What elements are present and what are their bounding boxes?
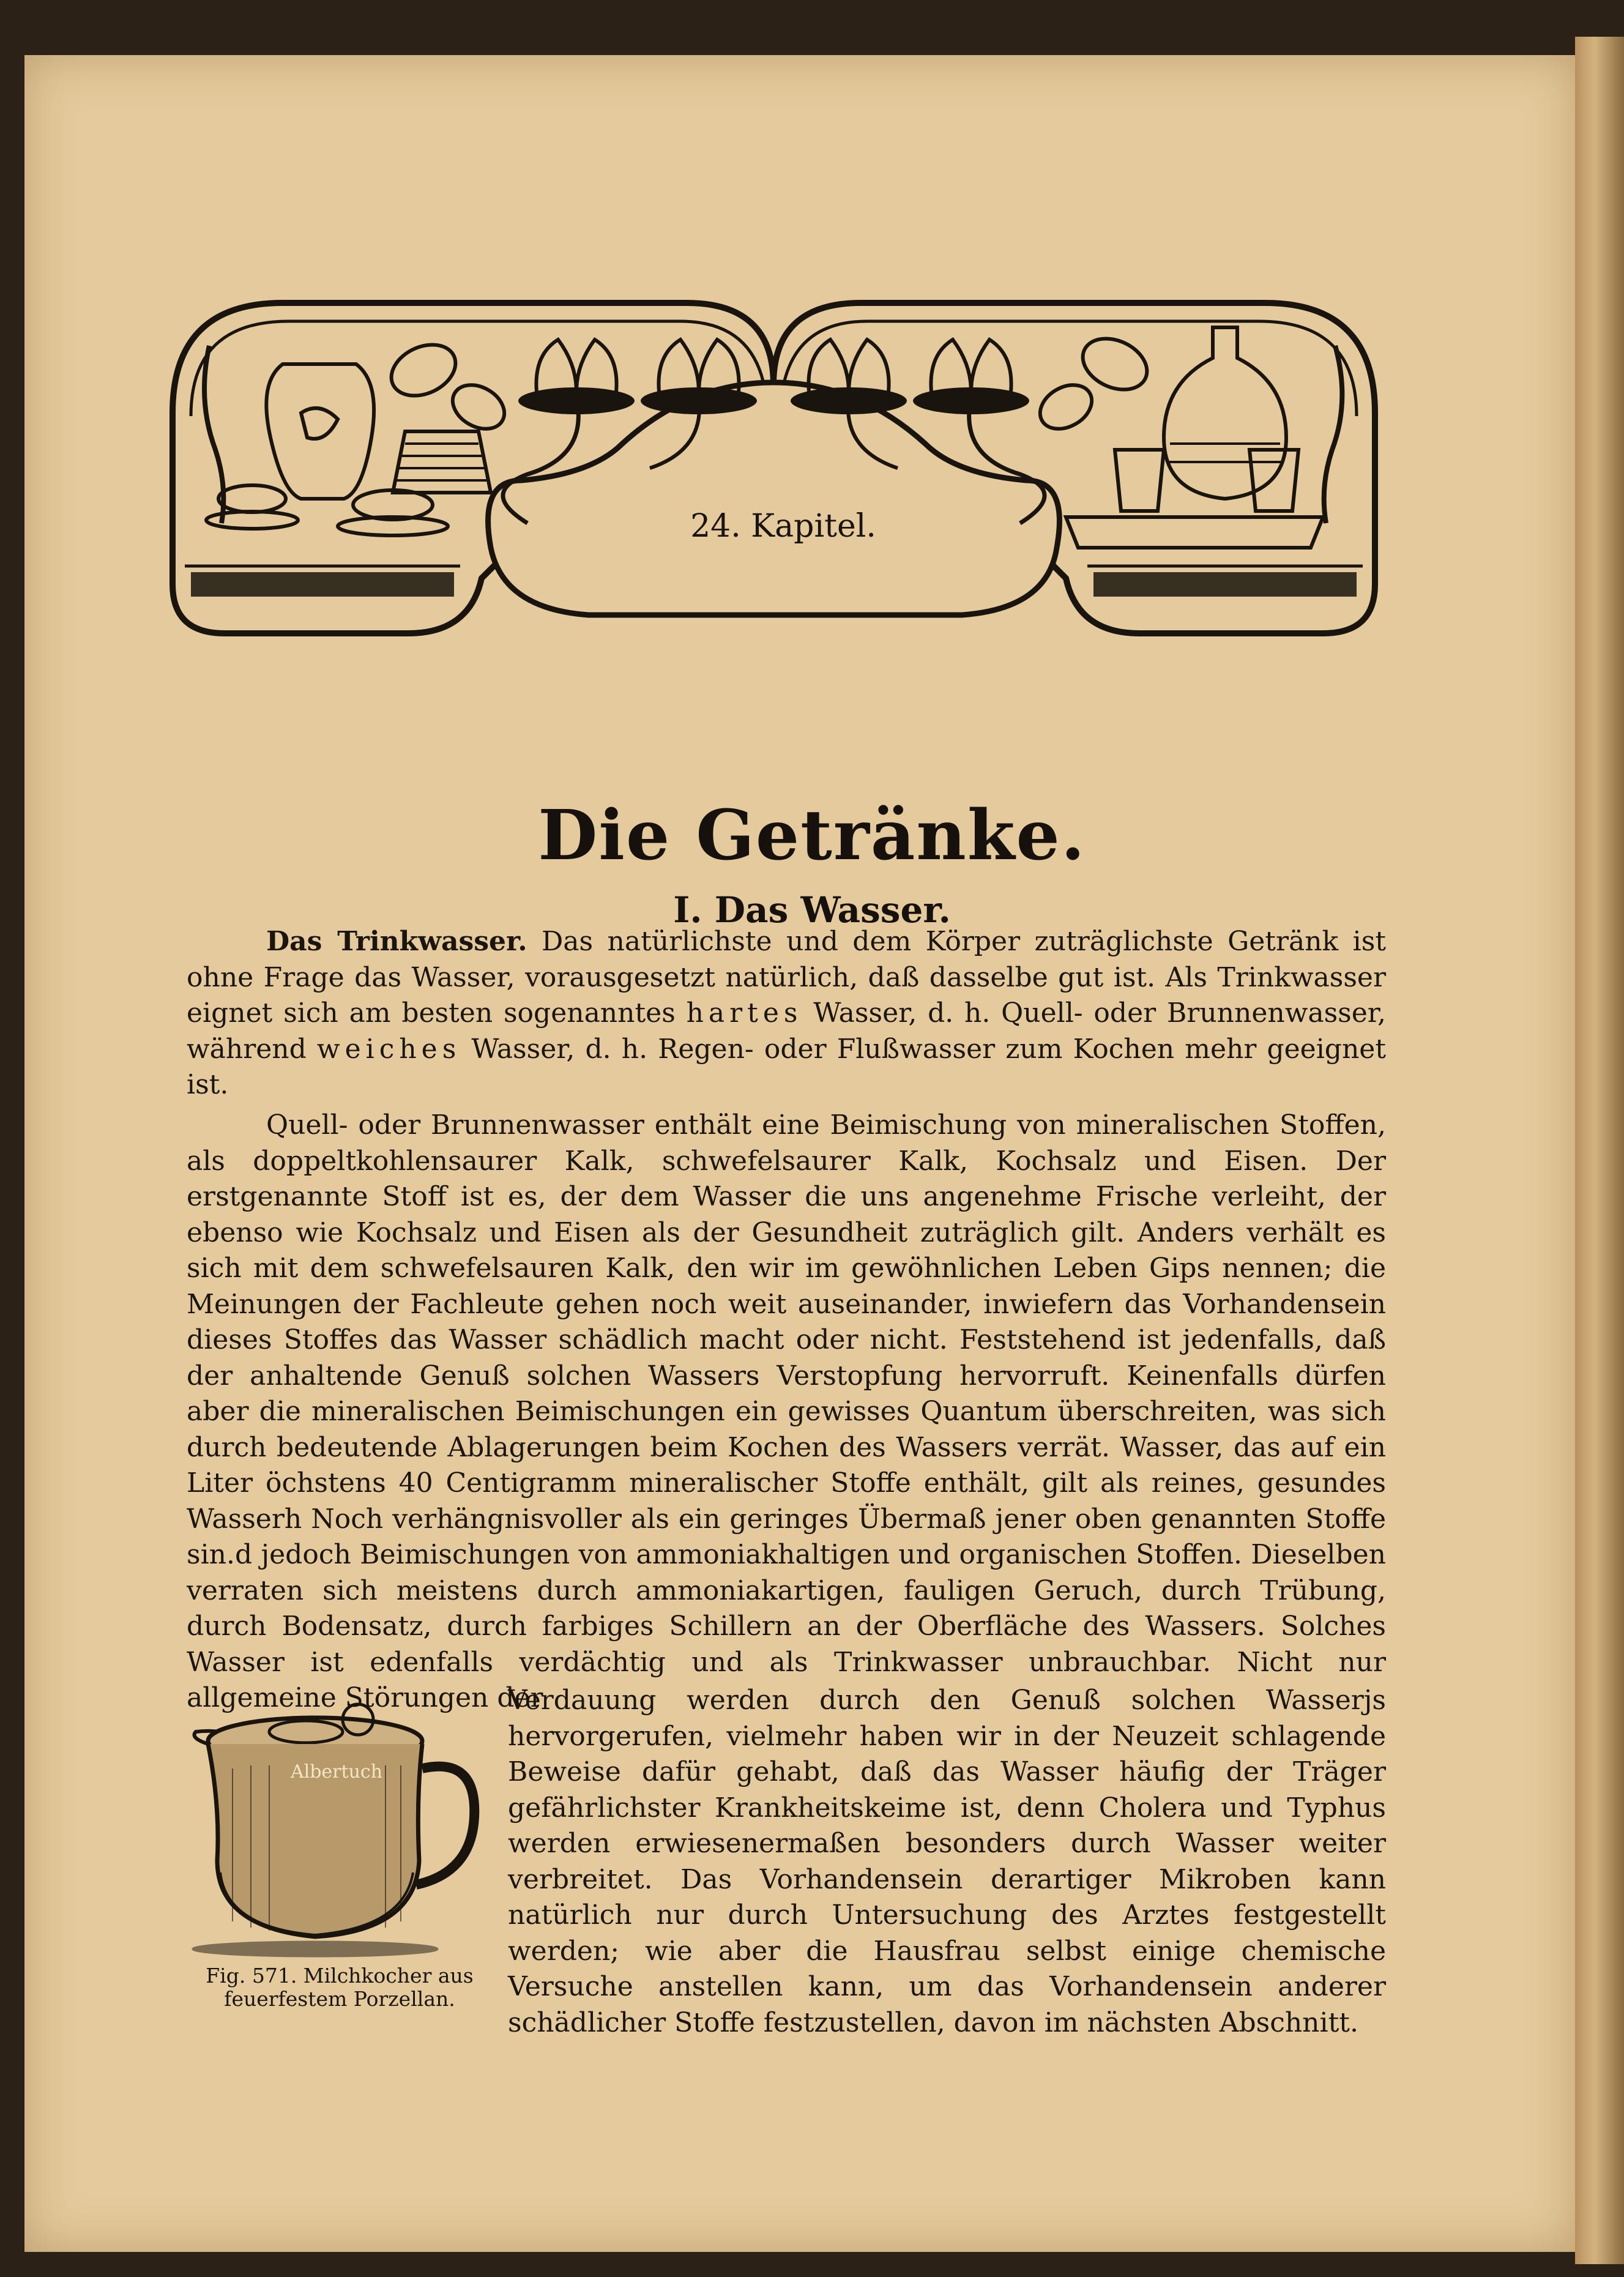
paragraph-1 [187,924,1386,1103]
chapter-label: 24. Kapitel. [690,508,876,545]
section-title: I. Das Wasser. [673,889,951,931]
chapter-banner [160,291,1387,655]
emphasis-hartes: hartes [686,997,803,1029]
paragraph-1-text-a: Das natürlichste und dem Körper zuträglichste Getränk ist ohne Frage das Wasser, vorausgesetzt natürlich, daß dasselbe gut ist. Als Trinkwasser eignet sich am besten sogenanntes [187,926,1387,1029]
paragraph-1-text-b: Wasser, d. h. Quell- oder Brunnenwasser, während [187,997,1386,1065]
figure-caption [184,1964,496,2011]
figure-caption-line-2: feuerfestem Porzellan. [224,1987,455,2011]
book-gutter [1575,37,1624,2264]
figure-caption-line-1: Fig. 571. Milchkocher aus [206,1964,474,1988]
paragraph-lead: Das Trinkwasser. [266,926,527,957]
pot-label: Albertuch [290,1761,383,1783]
paragraph-1-text-c: Wasser, d. h. Regen- oder Flußwasser zum Kochen mehr geeignet ist. [187,1033,1387,1100]
paragraph-2: Quell- oder Brunnenwasser enthält eine Beimischung von mineralischen Stoffen, als doppeltkohlensaurer Kalk, schwefelsaurer Kalk, Kochsalz und Eisen. Der erstgenannte Stoff ist es, der dem Wasser die uns angenehme Frische verleiht, der ebenso wie Kochsalz und Eisen als der Gesundheit zuträglich gilt. Anders verhält es sich mit dem schwefelsauren Kalk, den wir im gewöhnlichen Leben Gips nennen; die Meinungen der Fachleute gehen noch weit auseinander, inwiefern das Vorhandensein dieses Stoffes das Wasser schädlich macht oder nicht. Feststehend ist jedenfalls, daß der anhaltende Genuß solchen Wassers Verstopfung hervorruft. Keinenfalls dürfen aber die mineralischen Beimischungen ein gewisses Quantum überschreiten, was sich durch bedeutende Ablagerungen beim Kochen des Wassers verrät. Wasser, das auf ein Liter öchstens 40 Centigramm mineralischer Stoffe enthält, gilt als reines, gesundes Wasserh Noch verhängnisvoller als ein geringes Übermaß jener oben genannten Stoffe sin.d jedoch Beimischungen von ammoniakhaltigen und organischen Stoffen. Dieselben verraten sich meistens durch ammoniakartigen, fauligen Geruch, durch Trübung, durch Bodensatz, durch farbiges Schillern an der Oberfläche des Wassers. Solches Wasser ist edenfalls verdächtig und als Trinkwasser unbrauchbar. Nicht nur allgemeine Störungen der [187,1109,1386,1713]
milk-cooker-illustration [184,1695,496,1964]
page-title: Die Getränke. [538,796,1086,876]
emphasis-weiches: weiches [316,1033,461,1065]
paragraph-3: Verdauung werden durch den Genuß solchen Wasserjs hervorgerufen, vielmehr haben wir in der Neuzeit schlagende Beweise dafür gehabt, daß das Wasser häufig der Träger gefährlichster Krankheitskeime ist, denn Cholera und Typhus werden erwiesenermaßen besonders durch Wasser weiter verbreitet. Das Vorhandensein derartiger Mikroben kann natürlich nur durch Untersuchung des Arztes festgestellt werden; wie aber die Hausfrau selbst einige chemische Versuche anstellen kann, um das Vorhandensein anderer schädlicher Stoffe festzustellen, davon im nächsten Abschnitt. [508,1685,1386,2038]
